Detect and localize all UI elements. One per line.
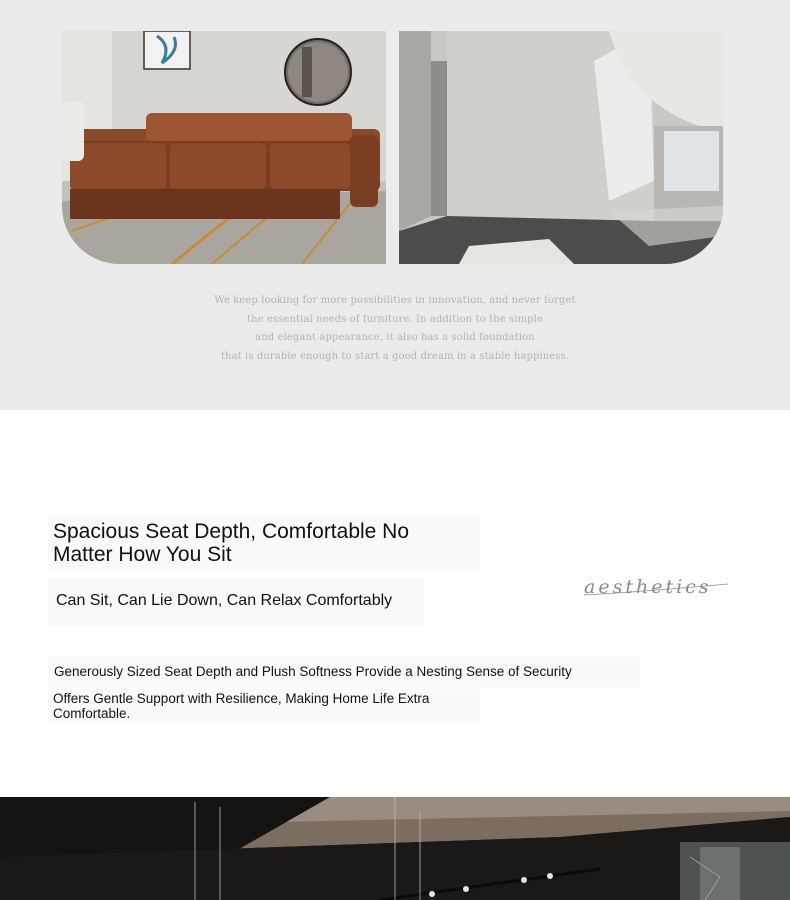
tagline-line: We keep looking for more possibilities in innovation, and never forget bbox=[214, 295, 576, 306]
leather-sofa-photo bbox=[62, 31, 386, 264]
aesthetics-script-word bbox=[582, 571, 732, 605]
showroom-photo bbox=[0, 797, 790, 900]
feature-heading: Spacious Seat Depth, Comfortable No Matter How You Sit bbox=[53, 520, 410, 566]
tagline-line: and elegant appearance, it also has a solid foundation bbox=[255, 332, 535, 343]
top-section bbox=[0, 0, 790, 410]
feature-description-1: Generously Sized Seat Depth and Plush Softness Provide a Nesting Sense of Security bbox=[54, 664, 572, 679]
tagline-line: that is durable enough to start a good dream in a stable happiness. bbox=[220, 350, 570, 362]
tagline-line: the essential needs of furniture. In addition to the simple bbox=[246, 313, 543, 325]
script-word-text: aesthetics bbox=[584, 576, 712, 598]
tagline bbox=[95, 292, 695, 366]
interior-hall-photo bbox=[399, 31, 723, 264]
feature-description-2: Offers Gentle Support with Resilience, Making Home Life Extra Comfortable. bbox=[53, 691, 430, 721]
feature-subheading: Can Sit, Can Lie Down, Can Relax Comfortably bbox=[56, 592, 393, 609]
